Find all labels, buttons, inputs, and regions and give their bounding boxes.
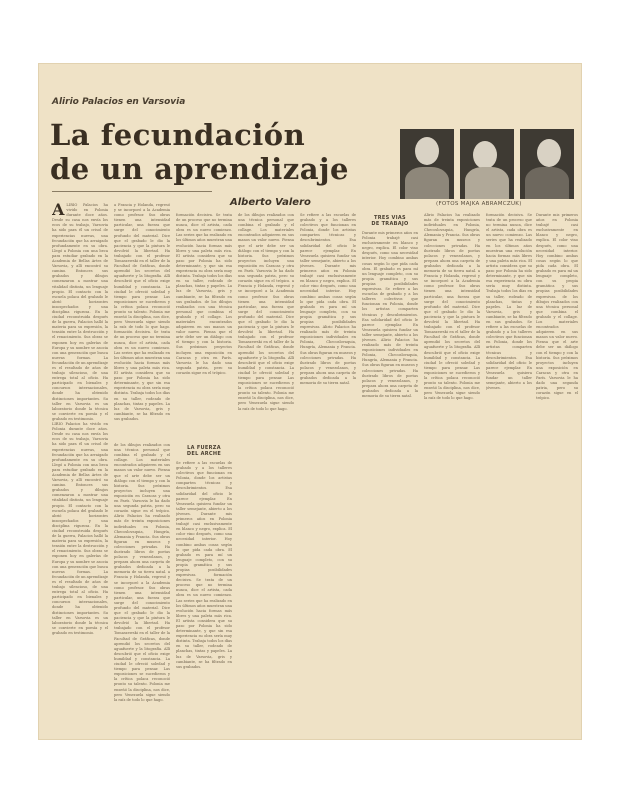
- subhead-tres-vias: TRES VIAS DE TRABAJO: [371, 215, 409, 227]
- text-column-3: formación decisiva. Se trata de un proceso que no termina nunca, dice el artista, cada obra es un nuevo comienzo. Las series que ha realizado en los últimos años muestran una evolución hacia formas más libres y una paleta más rica. El artista considera que su paso por Polonia ha sido determinante, y que sin esa experiencia su obra sería muy distinta. Trabaja todos los días en su taller, rodeado de planchas, tintas y papeles. La luz de Varsovia, gris y cambiante, se ha filtrado en sus grabados. de los dibujos realizados con una técnica personal que combina el grabado y el collage. Los materiales encontrados adquieren en sus manos un valor nuevo. Piensa que el arte debe ser un diálogo con el tiempo y con la historia. Sus próximos proyectos incluyen una exposición en Caracas y otra en París. Varsovia le ha dado una segunda patria, pero su corazón sigue en el trópico.: [176, 213, 232, 375]
- text-column-11: Se refiere a las escuelas de grabado y a los talleres colectivos que funcionan en Polonia, donde los artistas comparten técnicas y descubrimientos. Esa solidaridad del oficio le parece ejemplar. En Venezuela quisiera fundar un taller semejante, abierto a los jóvenes. Durante mis primeros años en Polonia trabajé casi exclusivamente en blanco y negro, explica. El color vino después, como una necesidad interior. Hoy combino ambas cosas según lo que pida cada obra. El grabado es para mí un lenguaje completo, con su propia gramática y sus propias posibilidades expresivas. formación decisiva. Se trata de un proceso que no termina nunca, dice el artista, cada obra es un nuevo comienzo. Las series que ha realizado en los últimos años muestran una evolución hacia formas más libres y una paleta más rica. El artista considera que su paso por Polonia ha sido determinante, y que sin esa experiencia su obra sería muy distinta. Trabaja todos los días en su taller, rodeado de planchas, tintas y papeles. La luz de Varsovia, gris y cambiante, se ha filtrado en sus grabados.: [176, 461, 232, 669]
- newspaper-clipping: [38, 63, 582, 740]
- headline-rule: [52, 191, 212, 192]
- headline-line-2: de un aprendizaje: [50, 152, 349, 186]
- subhead-fuerza: LA FUERZA DEL ARCHE: [186, 445, 222, 457]
- text-column-9: Durante mis primeros años en Polonia trabajé casi exclusivamente en blanco y negro, explica. El color vino después, como una necesidad interior. Hoy combino ambas cosas según lo que pida cada obra. El grabado es para mí un lenguaje completo, con su propia gramática y sus propias posibilidades expresivas. de los dibujos realizados con una técnica personal que combina el grabado y el collage. Los materiales encontrados adquieren en sus manos un valor nuevo. Piensa que el arte debe ser un diálogo con el tiempo y con la historia. Sus próximos proyectos incluyen una exposición en Caracas y otra en París. Varsovia le ha dado una segunda patria, pero su corazón sigue en el trópico.: [536, 213, 578, 401]
- photo-portrait-3: [520, 129, 574, 199]
- text-column-8: formación decisiva. Se trata de un proceso que no termina nunca, dice el artista, cada obra es un nuevo comienzo. Las series que ha realizado en los últimos años muestran una evolución hacia formas más libres y una paleta más rica. El artista considera que su paso por Polonia ha sido determinante, y que sin esa experiencia su obra sería muy distinta. Trabaja todos los días en su taller, rodeado de planchas, tintas y papeles. La luz de Varsovia, gris y cambiante, se ha filtrado en sus grabados. Se refiere a las escuelas de grabado y a los talleres colectivos que funcionan en Polonia, donde los artistas comparten técnicas y descubrimientos. Esa solidaridad del oficio le parece ejemplar. En Venezuela quisiera fundar un taller semejante, abierto a los jóvenes.: [486, 213, 532, 391]
- text-column-6: Durante mis primeros años en Polonia trabajé casi exclusivamente en blanco y negro, explica. El color vino después, como una necesidad interior. Hoy combino ambas cosas según lo que pida cada obra. El grabado es para mí un lenguaje completo, con su propia gramática y sus propias posibilidades expresivas. Se refiere a las escuelas de grabado y a los talleres colectivos que funcionan en Polonia, donde los artistas comparten técnicas y descubrimientos. Esa solidaridad del oficio le parece ejemplar. En Venezuela quisiera fundar un taller semejante, abierto a los jóvenes. Alirio Palacios ha realizado más de treinta exposiciones individuales en Polonia, Checoslovaquia, Hungría, Alemania y Francia. Sus obras figuran en museos y colecciones privadas. Ha ilustrado libros de poetas polacos y venezolanos, y prepara ahora una carpeta de grabados dedicada a la memoria de su tierra natal.: [362, 231, 418, 398]
- text-column-5: Se refiere a las escuelas de grabado y a los talleres colectivos que funcionan en Polonia, donde los artistas comparten técnicas y descubrimientos. Esa solidaridad del oficio le parece ejemplar. En Venezuela quisiera fundar un taller semejante, abierto a los jóvenes. Durante mis primeros años en Polonia trabajé casi exclusivamente en blanco y negro, explica. El color vino después, como una necesidad interior. Hoy combino ambas cosas según lo que pida cada obra. El grabado es para mí un lenguaje completo, con su propia gramática y sus propias posibilidades expresivas. Alirio Palacios ha realizado más de treinta exposiciones individuales en Polonia, Checoslovaquia, Hungría, Alemania y Francia. Sus obras figuran en museos y colecciones privadas. Ha ilustrado libros de poetas polacos y venezolanos, y prepara ahora una carpeta de grabados dedicada a la memoria de su tierra natal.: [300, 213, 356, 386]
- text-column-2: a Francia y Holanda, regresó y se incorporó a la Academia como profesor. Sus obras tienen una intensidad particular, una fuerza que surge del conocimiento profundo del material. Dice que el grabado le dio la paciencia y que la pintura le devolvió la libertad. Ha trabajado con el profesor Tomaszewski en el taller de la Facultad de Gráficas, donde aprendió los secretos del aguafuerte y la litografía. Allí descubrió que el oficio exige humildad y constancia. La ciudad le ofreció soledad y tiempo para pensar. Las exposiciones se sucedieron y la crítica polaca reconoció pronto su talento. Polonia me enseñó la disciplina, nos dice, pero Venezuela sigue siendo la raíz de todo lo que hago. formación decisiva. Se trata de un proceso que no termina nunca, dice el artista, cada obra es un nuevo comienzo. Las series que ha realizado en los últimos años muestran una evolución hacia formas más libres y una paleta más rica. El artista considera que su paso por Polonia ha sido determinante, y que sin esa experiencia su obra sería muy distinta. Trabaja todos los días en su taller, rodeado de planchas, tintas y papeles. La luz de Varsovia, gris y cambiante, se ha filtrado en sus grabados.: [114, 203, 170, 421]
- photo-portrait-1: [400, 129, 454, 199]
- article-headline: [50, 118, 380, 186]
- text-column-1: ALIRIO Palacios ha vivido en Polonia durante doce años. Desde su casa nos envía los ecos de su trabajo, Varsovia ha sido para él un crisol de experiencias nuevas, una fecundación que ha arraigado profundamente en su obra. Llegó a Polonia con una beca para estudiar grabado en la Academia de Bellas Artes de Varsovia, y allí encontró su camino. Entonces sus grabados y dibujos comenzaron a mostrar una vitalidad distinta, un lenguaje propio. El contacto con la escuela polaca del grabado le abrió horizontes insospechados y una disciplina rigurosa. En la ciudad reconstruida después de la guerra, Palacios halló la materia para su expresión, la tensión entre la destrucción y el renacimiento. Sus obras se exponen hoy en galerías de Europa y su nombre se asocia con una generación que busca nuevas formas. La fecundación de un aprendizaje es el resultado de años de trabajo silencioso, de una entrega total al oficio. Ha participado en bienales y concursos internacionales, donde ha obtenido distinciones importantes. Su taller en Varsovia es un laboratorio donde la técnica se convierte en poesía y el grabado en testimonio. LIRIO Palacios ha vivido en Polonia durante doce años. Desde su casa nos envía los ecos de su trabajo, Varsovia ha sido para él un crisol de experiencias nuevas, una fecundación que ha arraigado profundamente en su obra. Llegó a Polonia con una beca para estudiar grabado en la Academia de Bellas Artes de Varsovia, y allí encontró su camino. Entonces sus grabados y dibujos comenzaron a mostrar una vitalidad distinta, un lenguaje propio. El contacto con la escuela polaca del grabado le abrió horizontes insospechados y una disciplina rigurosa. En la ciudad reconstruida después de la guerra, Palacios halló la materia para su expresión, la tensión entre la destrucción y el renacimiento. Sus obras se exponen hoy en galerías de Europa y su nombre se asocia con una generación que busca nuevas formas. La fecundación de un aprendizaje es el resultado de años de trabajo silencioso, de una entrega total al oficio. Ha participado en bienales y concursos internacionales, donde ha obtenido distinciones importantes. Su taller en Varsovia es un laboratorio donde la técnica se convierte en poesía y el grabado en testimonio.: [52, 203, 108, 635]
- article-kicker: Alirio Palacios en Varsovia: [52, 97, 186, 107]
- dropcap: A: [52, 203, 65, 219]
- headline-line-1: La fecundación: [50, 118, 306, 152]
- text-column-4: de los dibujos realizados con una técnica personal que combina el grabado y el collage. Los materiales encontrados adquieren en sus manos un valor nuevo. Piensa que el arte debe ser un diálogo con el tiempo y con la historia. Sus próximos proyectos incluyen una exposición en Caracas y otra en París. Varsovia le ha dado una segunda patria, pero su corazón sigue en el trópico. a Francia y Holanda, regresó y se incorporó a la Academia como profesor. Sus obras tienen una intensidad particular, una fuerza que surge del conocimiento profundo del material. Dice que el grabado le dio la paciencia y que la pintura le devolvió la libertad. Ha trabajado con el profesor Tomaszewski en el taller de la Facultad de Gráficas, donde aprendió los secretos del aguafuerte y la litografía. Allí descubrió que el oficio exige humildad y constancia. La ciudad le ofreció soledad y tiempo para pensar. Las exposiciones se sucedieron y la crítica polaca reconoció pronto su talento. Polonia me enseñó la disciplina, nos dice, pero Venezuela sigue siendo la raíz de todo lo que hago.: [238, 213, 294, 411]
- photo-portrait-2: [460, 129, 514, 199]
- text-column-7: Alirio Palacios ha realizado más de treinta exposiciones individuales en Polonia, Checoslovaquia, Hungría, Alemania y Francia. Sus obras figuran en museos y colecciones privadas. Ha ilustrado libros de poetas polacos y venezolanos, y prepara ahora una carpeta de grabados dedicada a la memoria de su tierra natal. a Francia y Holanda, regresó y se incorporó a la Academia como profesor. Sus obras tienen una intensidad particular, una fuerza que surge del conocimiento profundo del material. Dice que el grabado le dio la paciencia y que la pintura le devolvió la libertad. Ha trabajado con el profesor Tomaszewski en el taller de la Facultad de Gráficas, donde aprendió los secretos del aguafuerte y la litografía. Allí descubrió que el oficio exige humildad y constancia. La ciudad le ofreció soledad y tiempo para pensar. Las exposiciones se sucedieron y la crítica polaca reconoció pronto su talento. Polonia me enseñó la disciplina, nos dice, pero Venezuela sigue siendo la raíz de todo lo que hago.: [424, 213, 480, 401]
- photo-credit: (FOTOS MAJKA ABRAMCZUK): [436, 201, 522, 207]
- text-column-10: de los dibujos realizados con una técnica personal que combina el grabado y el collage. Los materiales encontrados adquieren en sus manos un valor nuevo. Piensa que el arte debe ser un diálogo con el tiempo y con la historia. Sus próximos proyectos incluyen una exposición en Caracas y otra en París. Varsovia le ha dado una segunda patria, pero su corazón sigue en el trópico. Alirio Palacios ha realizado más de treinta exposiciones individuales en Polonia, Checoslovaquia, Hungría, Alemania y Francia. Sus obras figuran en museos y colecciones privadas. Ha ilustrado libros de poetas polacos y venezolanos, y prepara ahora una carpeta de grabados dedicada a la memoria de su tierra natal. a Francia y Holanda, regresó y se incorporó a la Academia como profesor. Sus obras tienen una intensidad particular, una fuerza que surge del conocimiento profundo del material. Dice que el grabado le dio la paciencia y que la pintura le devolvió la libertad. Ha trabajado con el profesor Tomaszewski en el taller de la Facultad de Gráficas, donde aprendió los secretos del aguafuerte y la litografía. Allí descubrió que el oficio exige humildad y constancia. La ciudad le ofreció soledad y tiempo para pensar. Las exposiciones se sucedieron y la crítica polaca reconoció pronto su talento. Polonia me enseñó la disciplina, nos dice, pero Venezuela sigue siendo la raíz de todo lo que hago.: [114, 443, 170, 702]
- article-byline: Alberto Valero: [230, 197, 311, 208]
